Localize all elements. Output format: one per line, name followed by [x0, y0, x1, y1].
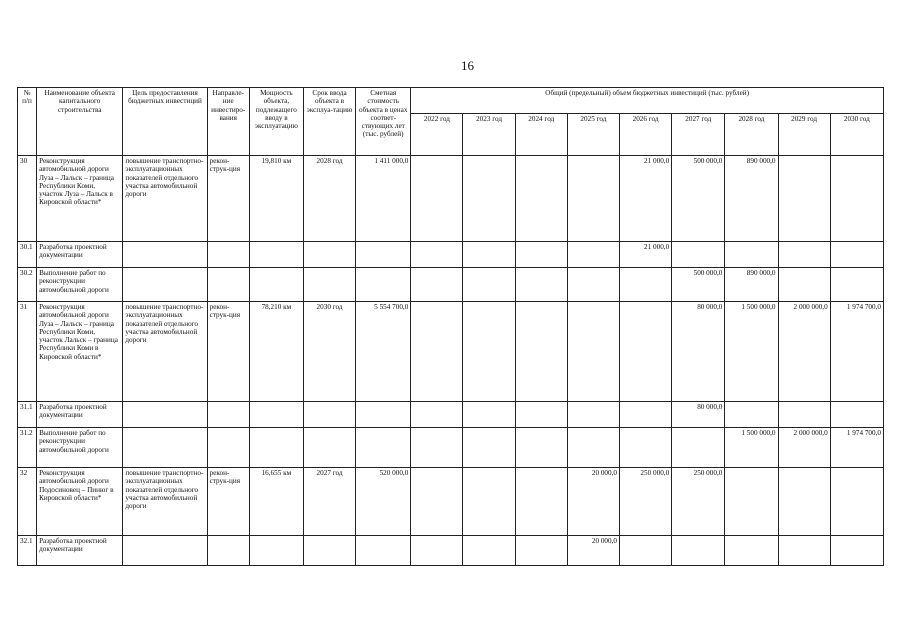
year-amount [515, 302, 567, 402]
year-amount [411, 268, 463, 302]
year-amount [411, 402, 463, 428]
year-amount [567, 428, 619, 468]
investment-direction [207, 402, 249, 428]
year-amount [411, 242, 463, 268]
year-amount [830, 242, 883, 268]
year-amount: 20 000,0 [567, 536, 619, 566]
year-amount [725, 402, 778, 428]
object-capacity: 16,655 км [249, 468, 303, 536]
header-year: 2026 год [620, 114, 672, 156]
year-amount [778, 242, 830, 268]
year-amount [672, 242, 725, 268]
year-amount [411, 302, 463, 402]
year-amount [778, 402, 830, 428]
object-name: Реконструкция автомобильной дороги Подосиновец – Пинюг в Кировской области* [37, 468, 123, 536]
commissioning-term [303, 536, 355, 566]
year-amount [463, 268, 515, 302]
header-year: 2029 год [778, 114, 830, 156]
year-amount [515, 156, 567, 242]
year-amount [411, 468, 463, 536]
object-capacity [249, 428, 303, 468]
estimated-cost: 520 000,0 [356, 468, 411, 536]
year-amount: 80 000,0 [672, 402, 725, 428]
year-amount [830, 268, 883, 302]
header-cost: Сметная стоимость объекта в ценах соответ-ствующих лет (тыс. рублей) [356, 88, 411, 156]
object-name: Выполнение работ по реконструкции автомобильной дороги [37, 428, 123, 468]
year-amount [830, 536, 883, 566]
year-amount [778, 468, 830, 536]
year-amount [778, 536, 830, 566]
header-year: 2022 год [411, 114, 463, 156]
estimated-cost [356, 428, 411, 468]
investment-goal [123, 402, 207, 428]
year-amount: 1 500 000,0 [725, 302, 778, 402]
year-amount [567, 302, 619, 402]
table-row [18, 156, 884, 242]
investment-direction: рекон-струк-ция [207, 468, 249, 536]
object-capacity [249, 242, 303, 268]
investment-goal [123, 268, 207, 302]
year-amount: 250 000,0 [672, 468, 725, 536]
commissioning-term [303, 242, 355, 268]
estimated-cost [356, 402, 411, 428]
year-amount [672, 428, 725, 468]
investment-direction [207, 536, 249, 566]
object-name: Реконструкция автомобильной дороги Луза – Лальск – граница Республики Коми, участок Лальск – граница Республики Коми в Кировской области* [37, 302, 123, 402]
year-amount: 890 000,0 [725, 156, 778, 242]
year-amount [463, 428, 515, 468]
commissioning-term: 2027 год [303, 468, 355, 536]
object-capacity [249, 268, 303, 302]
year-amount [620, 402, 672, 428]
investment-direction: рекон-струк-ция [207, 302, 249, 402]
row-number: 30 [18, 156, 37, 242]
commissioning-term [303, 428, 355, 468]
row-number: 32.1 [18, 536, 37, 566]
header-year: 2023 год [463, 114, 515, 156]
year-amount [411, 428, 463, 468]
table-row [18, 536, 884, 566]
year-amount: 2 000 000,0 [778, 302, 830, 402]
object-name: Выполнение работ по реконструкции автомобильной дороги [37, 268, 123, 302]
investment-goal: повышение транспортно-эксплуатационных показателей отдельного участка автомобильной дороги [123, 156, 207, 242]
year-amount [830, 156, 883, 242]
year-amount [620, 536, 672, 566]
table-row [18, 468, 884, 536]
object-capacity [249, 402, 303, 428]
year-amount [515, 402, 567, 428]
object-capacity [249, 536, 303, 566]
header-year: 2027 год [672, 114, 725, 156]
object-name: Реконструкция автомобильной дороги Луза – Лальск – граница Республики Коми, участок Луза – Лальск в Кировской области* [37, 156, 123, 242]
year-amount: 1 974 700,0 [830, 302, 883, 402]
year-amount: 2 000 000,0 [778, 428, 830, 468]
year-amount [515, 536, 567, 566]
year-amount: 20 000,0 [567, 468, 619, 536]
table-row [18, 242, 884, 268]
estimated-cost [356, 536, 411, 566]
year-amount [515, 468, 567, 536]
investment-goal [123, 242, 207, 268]
year-amount [411, 156, 463, 242]
row-number: 30.2 [18, 268, 37, 302]
commissioning-term: 2030 год [303, 302, 355, 402]
row-number: 32 [18, 468, 37, 536]
year-amount: 80 000,0 [672, 302, 725, 402]
year-amount [411, 536, 463, 566]
investment-direction [207, 428, 249, 468]
year-amount [567, 402, 619, 428]
investment-goal: повышение транспортно-эксплуатационных показателей отдельного участка автомобильной дороги [123, 468, 207, 536]
object-capacity: 78,210 км [249, 302, 303, 402]
header-goal: Цель предоставления бюджетных инвестиций [123, 88, 207, 156]
year-amount [567, 268, 619, 302]
year-amount [672, 536, 725, 566]
year-amount [463, 402, 515, 428]
header-direction: Направле-ние инвестиро-вания [207, 88, 249, 156]
investment-goal: повышение транспортно-эксплуатационных показателей отдельного участка автомобильной дороги [123, 302, 207, 402]
year-amount: 1 974 700,0 [830, 428, 883, 468]
investment-goal [123, 536, 207, 566]
row-number: 31.2 [18, 428, 37, 468]
year-amount: 21 000,0 [620, 242, 672, 268]
year-amount [567, 156, 619, 242]
year-amount [463, 536, 515, 566]
object-name: Разработка проектной документации [37, 402, 123, 428]
year-amount: 1 500 000,0 [725, 428, 778, 468]
year-amount [463, 156, 515, 242]
year-amount [778, 156, 830, 242]
year-amount: 21 000,0 [620, 156, 672, 242]
year-amount: 500 000,0 [672, 268, 725, 302]
table-row [18, 268, 884, 302]
year-amount [725, 468, 778, 536]
year-amount [778, 268, 830, 302]
year-amount [725, 536, 778, 566]
year-amount [515, 268, 567, 302]
page-number: 16 [461, 58, 474, 73]
year-amount [620, 268, 672, 302]
table-row [18, 302, 884, 402]
row-number: 31 [18, 302, 37, 402]
estimated-cost: 5 554 700,0 [356, 302, 411, 402]
estimated-cost [356, 268, 411, 302]
header-year: 2028 год [725, 114, 778, 156]
year-amount [620, 302, 672, 402]
year-amount [725, 242, 778, 268]
year-amount [515, 242, 567, 268]
year-amount: 500 000,0 [672, 156, 725, 242]
year-amount [515, 428, 567, 468]
header-num: № п/п [18, 88, 37, 156]
year-amount [830, 468, 883, 536]
estimated-cost [356, 242, 411, 268]
investment-direction [207, 242, 249, 268]
object-name: Разработка проектной документации [37, 242, 123, 268]
year-amount: 890 000,0 [725, 268, 778, 302]
investment-goal [123, 428, 207, 468]
header-year: 2030 год [830, 114, 883, 156]
header-year: 2024 год [515, 114, 567, 156]
year-amount [463, 302, 515, 402]
investment-table [17, 87, 884, 566]
table-row [18, 428, 884, 468]
commissioning-term [303, 268, 355, 302]
header-volume: Общий (предельный) объем бюджетных инвестиций (тыс. рублей) [411, 88, 884, 114]
commissioning-term [303, 402, 355, 428]
commissioning-term: 2028 год [303, 156, 355, 242]
investment-direction: рекон-струк-ция [207, 156, 249, 242]
year-amount [567, 242, 619, 268]
row-number: 30.1 [18, 242, 37, 268]
header-name: Наименование объекта капитального строительства [37, 88, 123, 156]
estimated-cost: 1 411 000,0 [356, 156, 411, 242]
table-row [18, 402, 884, 428]
header-term: Срок ввода объекта в эксплуа-тацию [303, 88, 355, 156]
header-year: 2025 год [567, 114, 619, 156]
year-amount [620, 428, 672, 468]
investment-direction [207, 268, 249, 302]
object-capacity: 19,810 км [249, 156, 303, 242]
year-amount [463, 468, 515, 536]
year-amount [830, 402, 883, 428]
year-amount [463, 242, 515, 268]
year-amount: 250 000,0 [620, 468, 672, 536]
header-capacity: Мощность объекта, подлежащего вводу в эксплуатацию [249, 88, 303, 156]
row-number: 31.1 [18, 402, 37, 428]
object-name: Разработка проектной документации [37, 536, 123, 566]
